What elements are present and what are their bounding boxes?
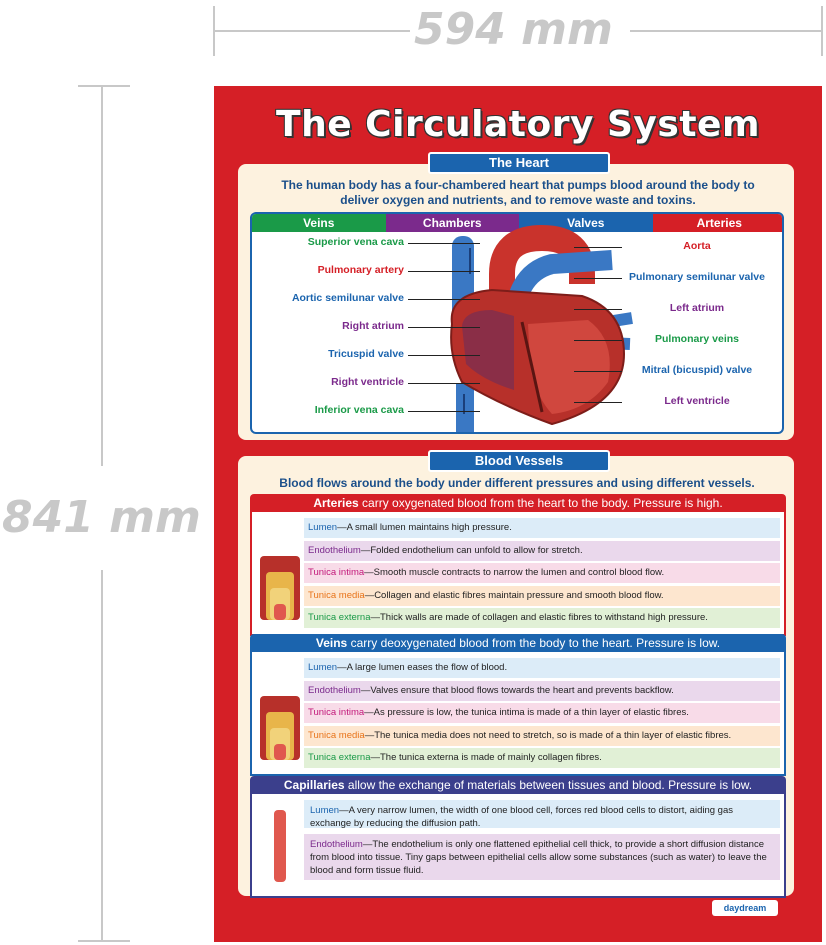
- arteries-row-tunica-intima: [304, 563, 780, 583]
- width-dimension-tick-right: [821, 6, 823, 56]
- capillaries-section-header: [250, 776, 786, 794]
- heart-tab: The Heart: [428, 152, 610, 174]
- daydream-logo: daydream: [712, 900, 778, 916]
- row-text: —Folded endothelium can unfold to allow for stretch.: [360, 544, 583, 556]
- heart-leader-line: [408, 383, 480, 384]
- legend-veins: Veins: [252, 214, 386, 232]
- heart-label-left: Aortic semilunar valve: [291, 292, 404, 304]
- row-text: —The endothelium is only one flattened epithelial cell thick, to provide a short diffusion distance from blood into tissue. Tiny gaps between epithelial cells allow some substances (such as water) to leave the blood and form tissue fluid.: [310, 839, 767, 876]
- heart-label-left: Right ventricle: [331, 376, 404, 388]
- row-key: Lumen: [308, 662, 338, 673]
- heart-leader-line: [574, 309, 622, 310]
- row-text: —Valves ensure that blood flows towards the heart and prevents backflow.: [360, 684, 674, 696]
- veins-header-text: carry deoxygenated blood from the body to the heart. Pressure is low.: [347, 636, 721, 650]
- heart-intro: The human body has a four-chambered heart that pumps blood around the body to deliver oxygen and nutrients, and to remove waste and toxins.: [281, 178, 755, 207]
- row-key: Lumen: [310, 805, 340, 816]
- heart-label-right: Pulmonary semilunar valve: [629, 271, 765, 283]
- capillaries-section-body: [250, 794, 786, 898]
- row-key: Tunica media: [308, 729, 365, 741]
- vessel-layer-shape: [274, 744, 286, 760]
- veins-row-tunica-intima: [304, 703, 780, 723]
- heart-label-left: Pulmonary artery: [317, 264, 404, 276]
- arteries-row-lumen: [304, 518, 780, 538]
- heart-leader-line: [574, 278, 622, 279]
- arteries-row-endothelium: [304, 541, 780, 561]
- heart-leader-line: [408, 327, 480, 328]
- heart-leader-line: [574, 247, 622, 248]
- legend-valves: Valves: [519, 214, 653, 232]
- capillaries-header-key: Capillaries: [283, 778, 345, 792]
- row-key: Endothelium: [308, 684, 361, 696]
- row-text: —Collagen and elastic fibres maintain pressure and smooth blood flow.: [364, 589, 664, 601]
- row-text: —A small lumen maintains high pressure.: [337, 522, 512, 533]
- heart-leader-line: [408, 355, 480, 356]
- heart-leader-line: [574, 371, 622, 372]
- capillaries-header-text: allow the exchange of materials between tissues and blood. Pressure is low.: [344, 778, 753, 792]
- heart-leader-line: [408, 271, 480, 272]
- width-dimension-tick-left: [213, 6, 215, 56]
- heart-leader-line: [408, 299, 480, 300]
- legend-arteries: Arteries: [653, 214, 785, 232]
- arteries-section-body: [250, 512, 786, 636]
- vessels-tab: Blood Vessels: [428, 450, 610, 472]
- row-key: Tunica media: [308, 589, 365, 601]
- row-text: —A very narrow lumen, the width of one blood cell, forces red blood cells to distort, aiding gas exchange by reducing the diffusion path.: [310, 805, 733, 829]
- row-text: —A large lumen eases the flow of blood.: [337, 662, 508, 673]
- veins-section-body: [250, 652, 786, 776]
- height-dimension-tick-bottom: [78, 940, 130, 942]
- vessel-layer-shape: [274, 810, 286, 882]
- heart-label-left: Tricuspid valve: [328, 348, 404, 360]
- heart-leader-line: [574, 340, 622, 341]
- vessel-cross-section-icon: [258, 520, 308, 628]
- heart-label-left: Superior vena cava: [307, 236, 404, 248]
- height-dimension-label: 841 mm: [2, 492, 201, 543]
- row-text: —Smooth muscle contracts to narrow the lumen and control blood flow.: [364, 567, 665, 579]
- height-dimension-tick-top: [78, 85, 130, 87]
- poster: [214, 86, 822, 942]
- row-text: —As pressure is low, the tunica intima is made of a thin layer of elastic fibres.: [364, 707, 689, 719]
- arteries-section-header: [250, 494, 786, 512]
- capillaries-row-endothelium: [304, 834, 780, 880]
- vessels-intro: Blood flows around the body under different pressures and using different vessels.: [279, 476, 755, 490]
- heart-leader-line: [574, 402, 622, 403]
- veins-row-endothelium: [304, 681, 780, 701]
- row-key: Tunica externa: [308, 612, 371, 624]
- vessel-cross-section-icon: [258, 660, 308, 768]
- row-text: —The tunica externa is made of mainly collagen fibres.: [370, 752, 602, 764]
- row-key: Tunica intima: [308, 567, 365, 579]
- heart-label-left: Right atrium: [342, 320, 404, 332]
- arteries-row-tunica-externa: [304, 608, 780, 628]
- row-key: Tunica externa: [308, 752, 371, 764]
- heart-diagram-box: [250, 212, 784, 434]
- poster-title: The Circulatory System: [276, 104, 760, 145]
- height-dimension-line-bottom: [101, 570, 103, 942]
- row-key: Tunica intima: [308, 707, 365, 719]
- heart-label-left: Inferior vena cava: [314, 404, 404, 416]
- arteries-header-key: Arteries: [313, 496, 359, 510]
- width-dimension-line-right: [630, 30, 822, 32]
- width-dimension-label: 594 mm: [414, 4, 613, 55]
- heart-leader-line: [408, 243, 480, 244]
- veins-row-tunica-externa: [304, 748, 780, 768]
- heart-leader-line: [408, 411, 480, 412]
- row-key: Lumen: [308, 522, 338, 533]
- veins-row-tunica-media: [304, 726, 780, 746]
- row-key: Endothelium: [308, 544, 361, 556]
- veins-header-key: Veins: [315, 636, 348, 650]
- heart-label-right: Mitral (bicuspid) valve: [641, 364, 753, 376]
- arteries-row-tunica-media: [304, 586, 780, 606]
- arteries-header-text: carry oxygenated blood from the heart to the body. Pressure is high.: [358, 496, 723, 510]
- row-text: —Thick walls are made of collagen and elastic fibres to withstand high pressure.: [370, 612, 708, 624]
- row-text: —The tunica media does not need to stretch, so is made of a thin layer of elastic fibres.: [364, 729, 732, 741]
- legend-chambers: Chambers: [386, 214, 520, 232]
- veins-row-lumen: [304, 658, 780, 678]
- capillary-cross-section-icon: [258, 802, 308, 890]
- heart-label-right: Left ventricle: [664, 395, 730, 407]
- heart-label-right: Left atrium: [669, 302, 725, 314]
- width-dimension-line-left: [214, 30, 410, 32]
- vessel-layer-shape: [274, 604, 286, 620]
- heart-label-right: Aorta: [683, 240, 711, 252]
- veins-section-header: [250, 634, 786, 652]
- capillaries-row-lumen: [304, 800, 780, 828]
- heart-label-right: Pulmonary veins: [654, 333, 740, 345]
- height-dimension-line-top: [101, 86, 103, 466]
- row-key: Endothelium: [310, 839, 363, 850]
